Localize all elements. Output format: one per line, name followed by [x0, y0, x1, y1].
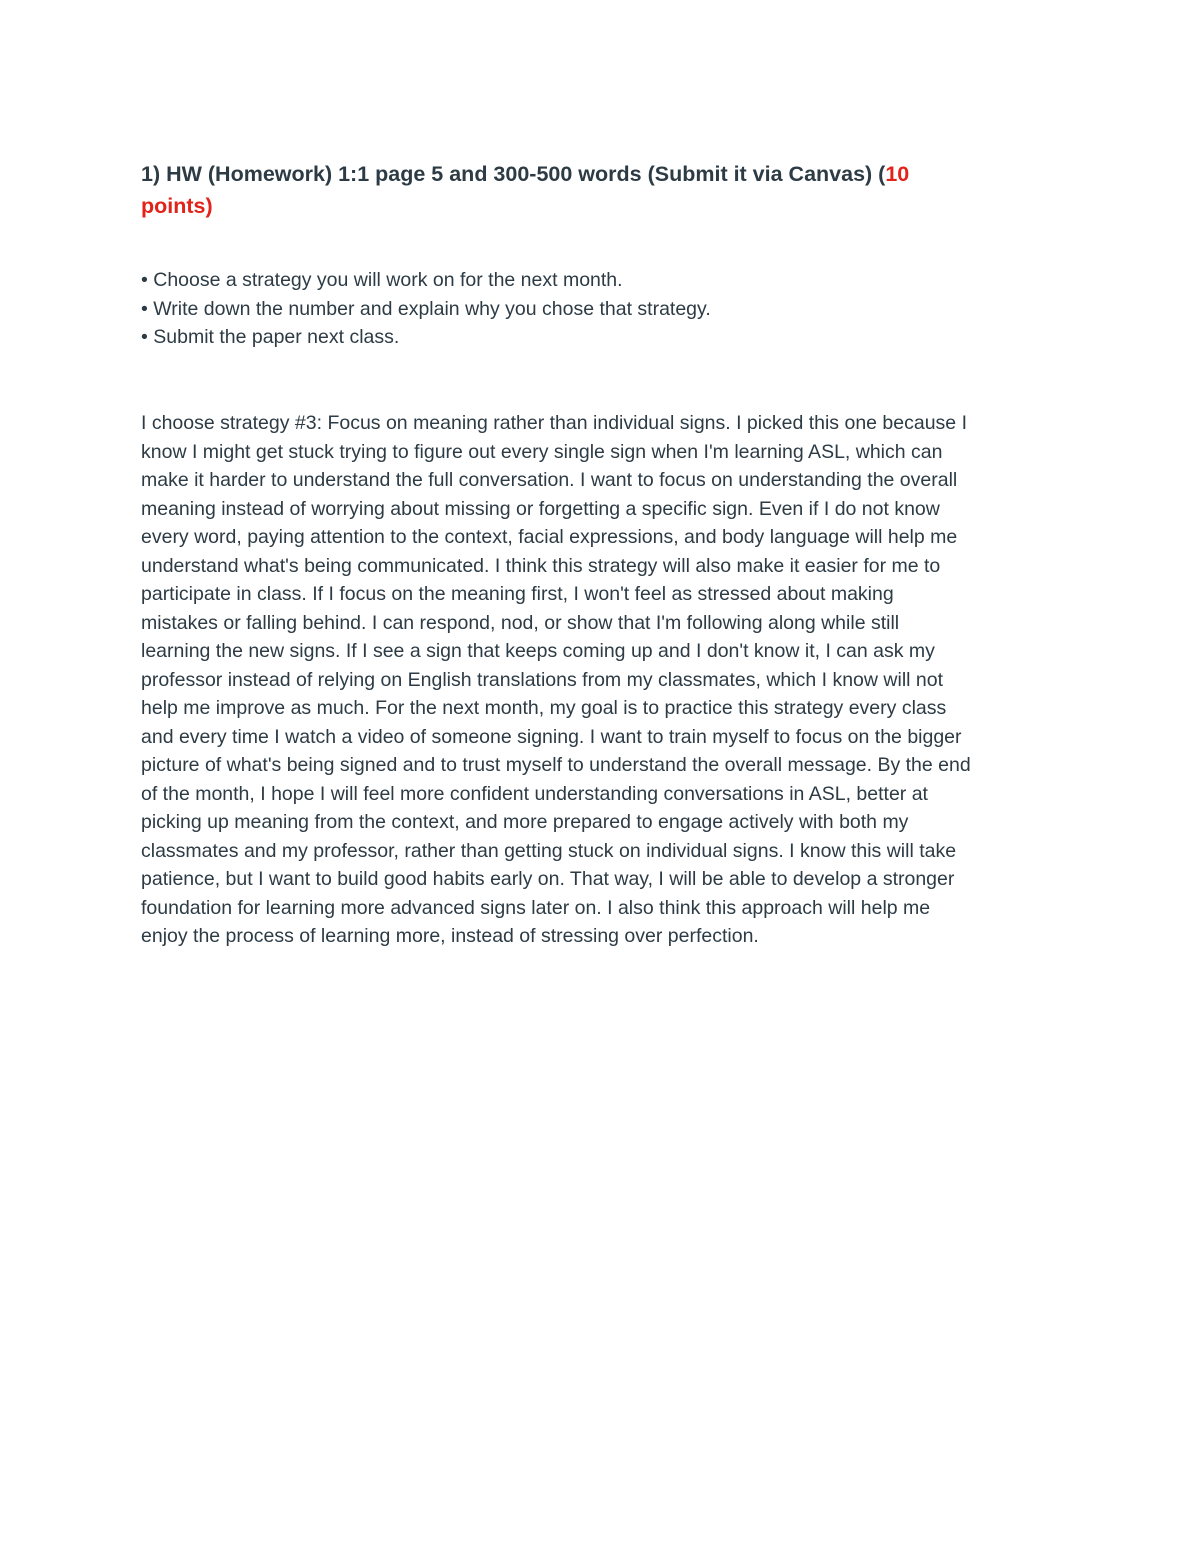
essay-line: know I might get stuck trying to figure out every single sign when I'm learning ASL, which can — [141, 440, 943, 463]
instruction-item: • Write down the number and explain why you chose that strategy. — [141, 295, 1041, 324]
essay-line: classmates and my professor, rather than getting stuck on individual signs. I know this will take — [141, 839, 957, 862]
heading-points-label: points) — [141, 194, 213, 218]
essay-line: of the month, I hope I will feel more confident understanding conversations in ASL, better at — [141, 782, 928, 805]
essay-line: every word, paying attention to the context, facial expressions, and body language will help me — [141, 526, 958, 548]
heading-main-text: 1) HW (Homework) 1:1 page 5 and 300-500 words (Submit it via Canvas) ( — [141, 162, 886, 186]
essay-line: meaning instead of worrying about missing or forgetting a specific sign. Even if I do not know — [141, 497, 940, 520]
essay-line: mistakes or falling behind. I can respond, nod, or show that I'm following along while still — [141, 611, 900, 634]
essay-paragraph — [141, 409, 1071, 951]
essay-line: foundation for learning more advanced signs later on. I also think this approach will help me — [141, 896, 931, 919]
essay-line: understand what's being communicated. I think this strategy will also make it easier for me to — [141, 554, 941, 577]
instruction-list — [141, 266, 1041, 352]
essay-line: and every time I watch a video of someone signing. I want to train myself to focus on the bigger — [141, 725, 962, 748]
heading-points-value: 10 — [885, 162, 910, 186]
essay-line: enjoy the process of learning more, instead of stressing over perfection. — [141, 925, 759, 947]
essay-line: professor instead of relying on English translations from my classmates, which I know will not — [141, 668, 944, 691]
essay-line: participate in class. If I focus on the meaning first, I won't feel as stressed about making — [141, 583, 894, 605]
instruction-item: • Submit the paper next class. — [141, 323, 1041, 352]
essay-line: make it harder to understand the full conversation. I want to focus on understanding the overall — [141, 469, 958, 491]
assignment-heading — [141, 158, 1021, 222]
essay-line: patience, but I want to build good habits early on. That way, I will be able to develop a stronger — [141, 868, 955, 890]
essay-line: learning the new signs. If I see a sign that keeps coming up and I don't know it, I can ask my — [141, 640, 935, 662]
essay-line: picture of what's being signed and to trust myself to understand the overall message. By the end — [141, 754, 971, 776]
essay-line: help me improve as much. For the next month, my goal is to practice this strategy every class — [141, 697, 947, 719]
essay-line: I choose strategy #3: Focus on meaning rather than individual signs. I picked this one because I — [141, 412, 967, 434]
essay-line: picking up meaning from the context, and more prepared to engage actively with both my — [141, 811, 909, 833]
instruction-item: • Choose a strategy you will work on for the next month. — [141, 266, 1041, 295]
